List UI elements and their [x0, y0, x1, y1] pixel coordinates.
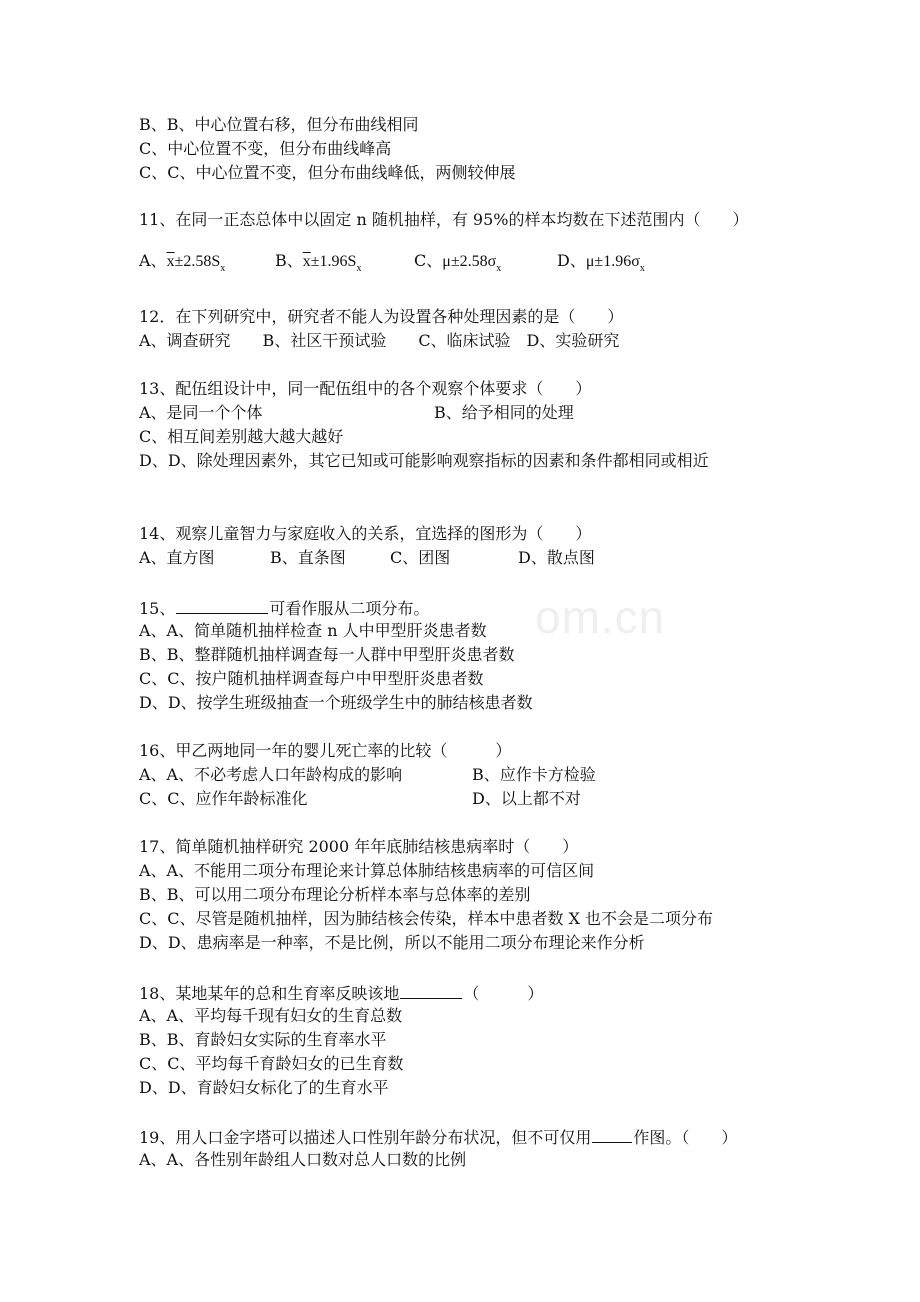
q15-option-c: C、C、按户随机抽样调查每户中甲型肝炎患者数 — [139, 669, 484, 688]
q19-blank — [592, 1126, 632, 1143]
q11-stem: 11、在同一正态总体中以固定 n 随机抽样，有 95%的样本均数在下述范围内（ ） — [139, 210, 749, 229]
q16-option-b: B、应作卡方检验 — [472, 765, 596, 784]
q17-option-d: D、D、患病率是一种率，不是比例，所以不能用二项分布理论来作分析 — [139, 933, 645, 952]
q13-option-a: A、是同一个个体 — [139, 403, 263, 422]
q16-option-d: D、以上都不对 — [472, 789, 581, 808]
q17-option-b: B、B、可以用二项分布理论分析样本率与总体率的差别 — [139, 885, 531, 904]
q18-stem: 18、某地某年的总和生育率反映该地 （ ） — [139, 984, 544, 1003]
q14-option-d: D、散点图 — [518, 548, 595, 567]
q18-option-c: C、C、平均每千育龄妇女的已生育数 — [139, 1054, 404, 1073]
q10-option-c1: C、中心位置不变，但分布曲线峰高 — [139, 139, 392, 158]
q11-option-a: A、$\overline{x}\pm 2.58S_x$ — [139, 251, 226, 274]
q15-option-a: A、A、简单随机抽样检查 n 人中甲型肝炎患者数 — [139, 621, 487, 640]
q14-option-c: C、团图 — [390, 548, 451, 567]
q16-option-c: C、C、应作年龄标准化 — [139, 789, 308, 808]
q14-option-a: A、直方图 — [139, 548, 215, 567]
q18-option-b: B、B、育龄妇女实际的生育率水平 — [139, 1030, 387, 1049]
q14-stem: 14、观察儿童智力与家庭收入的关系，宜选择的图形为（ ） — [139, 524, 592, 543]
q13-option-d: D、D、除处理因素外，其它已知或可能影响观察指标的因素和条件都相同或相近 — [139, 451, 709, 470]
q17-option-a: A、A、不能用二项分布理论来计算总体肺结核患病率的可信区间 — [139, 861, 595, 880]
q10-option-c2: C、C、中心位置不变，但分布曲线峰低，两侧较伸展 — [139, 163, 516, 182]
q18-option-a: A、A、平均每千现有妇女的生育总数 — [139, 1006, 403, 1025]
q11-option-b: B、$\overline{x}\pm 1.96S_x$ — [275, 251, 362, 274]
q15-blank — [176, 597, 268, 614]
q12-options: A、调查研究 B、社区干预试验 C、临床试验 D、实验研究 — [139, 331, 620, 350]
q11-option-c: C、$\mu\pm 2.58\sigma_x$ — [414, 251, 502, 274]
q15-option-d: D、D、按学生班级抽查一个班级学生中的肺结核患者数 — [139, 693, 533, 712]
q14-option-b: B、直条图 — [270, 548, 346, 567]
q17-stem: 17、简单随机抽样研究 2000 年年底肺结核患病率时（ ） — [139, 837, 579, 856]
q13-option-b: B、给予相同的处理 — [434, 403, 574, 422]
q18-option-d: D、D、育龄妇女标化了的生育水平 — [139, 1078, 389, 1097]
q13-option-c: C、相互间差别越大越大越好 — [139, 427, 344, 446]
q19-option-a: A、A、各性别年龄组人口数对总人口数的比例 — [139, 1150, 467, 1169]
q16-option-a: A、A、不必考虑人口年龄构成的影响 — [139, 765, 403, 784]
q12-stem: 12．在下列研究中，研究者不能人为设置各种处理因素的是（ ） — [139, 307, 624, 326]
q19-stem: 19、用人口金字塔可以描述人口性别年龄分布状况，但不可仅用 作图。（ ） — [139, 1128, 738, 1147]
q11-option-d: D、$\mu\pm 1.96\sigma_x$ — [557, 251, 645, 274]
q18-blank — [400, 982, 462, 999]
q15-stem: 15、 可看作服从二项分布。 — [139, 599, 430, 618]
q16-stem: 16、甲乙两地同一年的婴儿死亡率的比较（ ） — [139, 741, 512, 760]
q15-option-b: B、B、整群随机抽样调查每一人群中甲型肝炎患者数 — [139, 645, 515, 664]
q17-option-c: C、C、尽管是随机抽样，因为肺结核会传染，样本中患者数 X 也不会是二项分布 — [139, 909, 714, 928]
q13-stem: 13、配伍组设计中，同一配伍组中的各个观察个体要求（ ） — [139, 379, 592, 398]
q10-option-b: B、B、中心位置右移，但分布曲线相同 — [139, 115, 419, 134]
watermark: om.cn — [535, 591, 666, 643]
